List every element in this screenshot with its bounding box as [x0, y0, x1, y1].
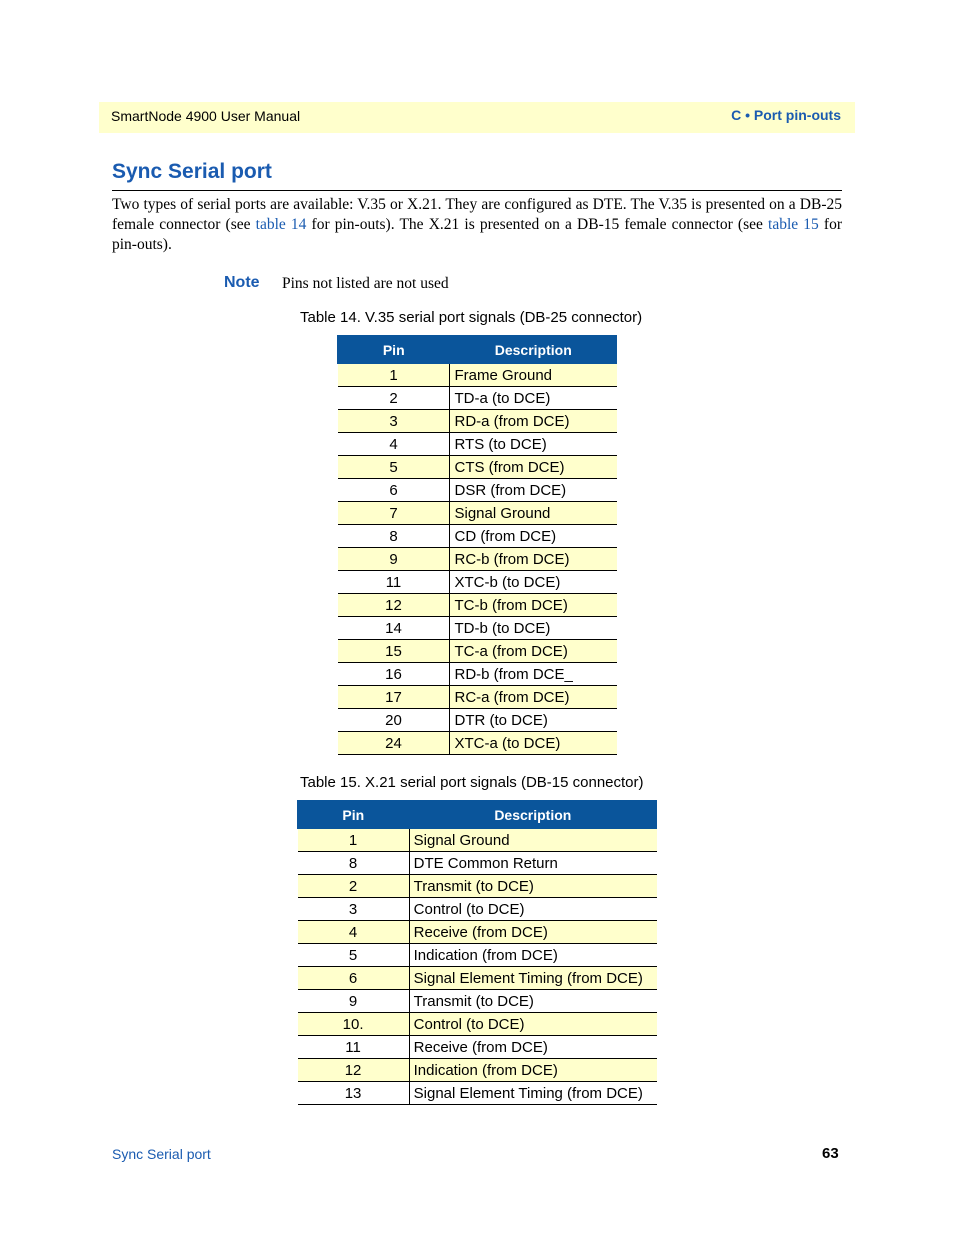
description-cell: Signal Ground — [450, 502, 617, 525]
description-cell: Signal Element Timing (from DCE) — [409, 967, 656, 990]
table-row — [298, 852, 657, 875]
table-row — [338, 686, 617, 709]
note-text: Pins not listed are not used — [282, 275, 449, 292]
table-row — [298, 944, 657, 967]
table-row — [338, 410, 617, 433]
pin-cell: 7 — [338, 502, 450, 525]
table-15-caption: Table 15. X.21 serial port signals (DB-15 connector) — [300, 774, 644, 791]
table-row — [338, 364, 617, 387]
description-cell: Control (to DCE) — [409, 898, 656, 921]
pin-cell: 9 — [298, 990, 410, 1013]
pin-cell: 12 — [298, 1059, 410, 1082]
table-row — [338, 640, 617, 663]
table-row — [298, 875, 657, 898]
description-cell: DTR (to DCE) — [450, 709, 617, 732]
description-cell: CD (from DCE) — [450, 525, 617, 548]
description-cell: TD-a (to DCE) — [450, 387, 617, 410]
chapter-title: C • Port pin-outs — [731, 107, 841, 123]
description-cell: RD-a (from DCE) — [450, 410, 617, 433]
table-row — [338, 663, 617, 686]
description-cell: Receive (from DCE) — [409, 921, 656, 944]
intro-text-3: for pin-outs). — [112, 216, 843, 253]
pin-column-header: Pin — [298, 801, 410, 829]
pin-cell: 2 — [298, 875, 410, 898]
pin-cell: 14 — [338, 617, 450, 640]
description-column-header: Description — [409, 801, 656, 829]
pin-cell: 3 — [338, 410, 450, 433]
manual-title: SmartNode 4900 User Manual — [111, 108, 301, 124]
description-cell: Frame Ground — [450, 364, 617, 387]
table-row — [338, 456, 617, 479]
table-header-row — [338, 336, 617, 364]
intro-text-1: Two types of serial ports are available: V.35 or X.21. They are configured as DTE. The V.35 is presented on a DB-25 female connector (see — [112, 196, 842, 233]
pin-cell: 1 — [338, 364, 450, 387]
note-label: Note — [224, 274, 260, 291]
table-row — [298, 898, 657, 921]
pin-cell: 6 — [298, 967, 410, 990]
description-cell: Transmit (to DCE) — [409, 990, 656, 1013]
table-row — [298, 1036, 657, 1059]
description-cell: CTS (from DCE) — [450, 456, 617, 479]
description-cell: DSR (from DCE) — [450, 479, 617, 502]
pin-cell: 20 — [338, 709, 450, 732]
description-cell: TC-a (from DCE) — [450, 640, 617, 663]
pin-cell: 15 — [338, 640, 450, 663]
page-number: 63 — [822, 1145, 839, 1162]
description-cell: Indication (from DCE) — [409, 1059, 656, 1082]
description-cell: Signal Ground — [409, 829, 656, 852]
table-row — [338, 571, 617, 594]
table-row — [338, 502, 617, 525]
table-row — [338, 548, 617, 571]
pin-cell: 2 — [338, 387, 450, 410]
table-14-link[interactable]: table 14 — [255, 216, 307, 233]
intro-text-2: for pin-outs). The X.21 is presented on a DB-15 female connector (see — [306, 216, 769, 233]
table-row — [298, 990, 657, 1013]
table-14 — [337, 335, 617, 755]
description-cell: RTS (to DCE) — [450, 433, 617, 456]
pin-cell: 13 — [298, 1082, 410, 1105]
pin-cell: 9 — [338, 548, 450, 571]
pin-cell: 24 — [338, 732, 450, 755]
pin-cell: 5 — [338, 456, 450, 479]
table-row — [338, 709, 617, 732]
table-row — [338, 594, 617, 617]
pin-cell: 17 — [338, 686, 450, 709]
description-cell: XTC-a (to DCE) — [450, 732, 617, 755]
description-cell: DTE Common Return — [409, 852, 656, 875]
table-row — [298, 1082, 657, 1105]
pin-cell: 8 — [298, 852, 410, 875]
table-14-caption: Table 14. V.35 serial port signals (DB-25 connector) — [300, 309, 643, 326]
table-row — [298, 1059, 657, 1082]
footer-section: Sync Serial port — [112, 1146, 211, 1162]
description-cell: XTC-b (to DCE) — [450, 571, 617, 594]
table-row — [338, 732, 617, 755]
pin-column-header: Pin — [338, 336, 450, 364]
table-row — [338, 433, 617, 456]
description-cell: RD-b (from DCE_ — [450, 663, 617, 686]
pin-cell: 11 — [338, 571, 450, 594]
table-row — [298, 921, 657, 944]
pin-cell: 3 — [298, 898, 410, 921]
pin-cell: 11 — [298, 1036, 410, 1059]
description-cell: RC-b (from DCE) — [450, 548, 617, 571]
table-row — [298, 1013, 657, 1036]
description-cell: Control (to DCE) — [409, 1013, 656, 1036]
description-column-header: Description — [450, 336, 617, 364]
description-cell: Indication (from DCE) — [409, 944, 656, 967]
pin-cell: 8 — [338, 525, 450, 548]
description-cell: TC-b (from DCE) — [450, 594, 617, 617]
table-15-link[interactable]: table 15 — [768, 216, 819, 233]
table-row — [338, 479, 617, 502]
table-row — [338, 387, 617, 410]
table-row — [338, 617, 617, 640]
description-cell: Signal Element Timing (from DCE) — [409, 1082, 656, 1105]
table-row — [298, 967, 657, 990]
description-cell: RC-a (from DCE) — [450, 686, 617, 709]
intro-paragraph — [112, 195, 842, 255]
title-divider — [112, 190, 842, 191]
pin-cell: 12 — [338, 594, 450, 617]
pin-cell: 16 — [338, 663, 450, 686]
description-cell: Receive (from DCE) — [409, 1036, 656, 1059]
pin-cell: 4 — [298, 921, 410, 944]
pin-cell: 4 — [338, 433, 450, 456]
pin-cell: 10. — [298, 1013, 410, 1036]
running-header — [99, 102, 855, 133]
table-15 — [297, 800, 657, 1105]
section-title: Sync Serial port — [112, 160, 272, 183]
table-row — [338, 525, 617, 548]
table-row — [298, 829, 657, 852]
description-cell: TD-b (to DCE) — [450, 617, 617, 640]
pin-cell: 1 — [298, 829, 410, 852]
description-cell: Transmit (to DCE) — [409, 875, 656, 898]
table-header-row — [298, 801, 657, 829]
pin-cell: 6 — [338, 479, 450, 502]
pin-cell: 5 — [298, 944, 410, 967]
